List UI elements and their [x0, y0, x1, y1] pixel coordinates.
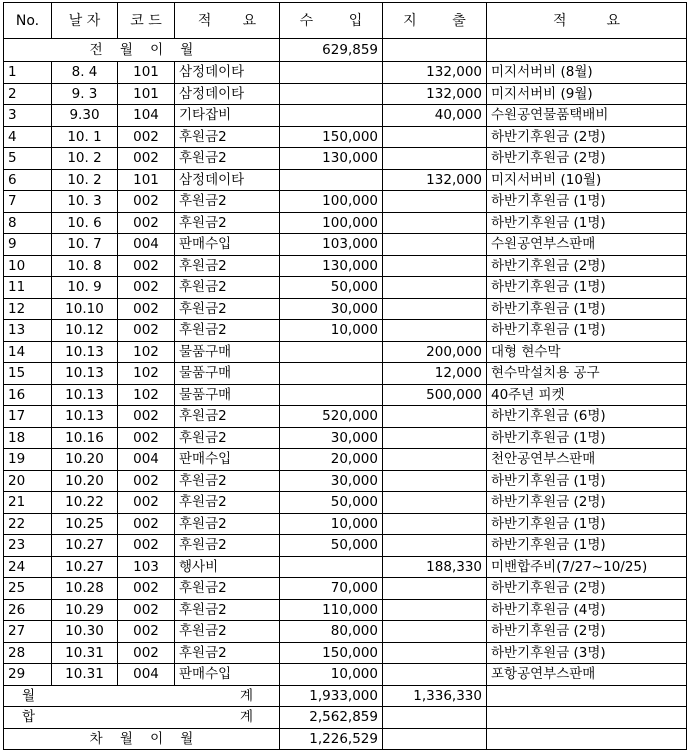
- cell-remark: 미지서버비 (10월): [487, 169, 687, 191]
- cell-expense: [383, 621, 487, 643]
- cell-income: 50,000: [280, 492, 383, 514]
- cell-expense: 12,000: [383, 363, 487, 385]
- cell-remark: 하반기후원금 (1명): [487, 298, 687, 320]
- cell-remark: 천안공연부스판매: [487, 449, 687, 471]
- cell-no: 18: [4, 427, 52, 449]
- table-row: [4, 535, 687, 557]
- cell-remark: 하반기후원금 (1명): [487, 191, 687, 213]
- cell-expense: [383, 470, 487, 492]
- table-row: [4, 449, 687, 471]
- cell-no: 4: [4, 126, 52, 148]
- cell-code: 002: [118, 148, 175, 170]
- cell-expense: 188,330: [383, 556, 487, 578]
- cell-item: 판매수입: [175, 234, 280, 256]
- cell-no: 19: [4, 449, 52, 471]
- cell-date: 10.20: [52, 449, 118, 471]
- table-row: [4, 492, 687, 514]
- cell-date: 10. 9: [52, 277, 118, 299]
- cell-date: 10. 2: [52, 148, 118, 170]
- cell-income: [280, 105, 383, 127]
- cell-no: 20: [4, 470, 52, 492]
- header-remark: 적 요: [487, 3, 687, 39]
- cell-remark: 현수막설치용 공구: [487, 363, 687, 385]
- table-row: [4, 320, 687, 342]
- monthly-total-remark: [487, 685, 687, 707]
- table-row: [4, 255, 687, 277]
- grand-total-row: [4, 707, 687, 729]
- cell-date: 10.13: [52, 406, 118, 428]
- cell-income: 150,000: [280, 642, 383, 664]
- cell-date: 10.29: [52, 599, 118, 621]
- cell-item: 후원금2: [175, 642, 280, 664]
- cell-code: 002: [118, 513, 175, 535]
- cell-item: 삼정데이타: [175, 169, 280, 191]
- carry-over-expense: [383, 728, 487, 750]
- cell-code: 002: [118, 191, 175, 213]
- cell-no: 6: [4, 169, 52, 191]
- cell-remark: 하반기후원금 (2명): [487, 492, 687, 514]
- cell-income: 520,000: [280, 406, 383, 428]
- cell-remark: 미지서버비 (8월): [487, 62, 687, 84]
- cell-expense: [383, 406, 487, 428]
- cell-date: 10.31: [52, 664, 118, 686]
- cell-no: 10: [4, 255, 52, 277]
- cell-date: 10.13: [52, 363, 118, 385]
- cell-date: 10.31: [52, 642, 118, 664]
- cell-expense: 132,000: [383, 62, 487, 84]
- cell-code: 002: [118, 126, 175, 148]
- cell-no: 17: [4, 406, 52, 428]
- cell-item: 후원금2: [175, 621, 280, 643]
- ledger-table: [3, 2, 687, 750]
- header-item: 적 요: [175, 3, 280, 39]
- cell-item: 후원금2: [175, 320, 280, 342]
- cell-no: 25: [4, 578, 52, 600]
- cell-remark: 40주년 피켓: [487, 384, 687, 406]
- table-row: [4, 427, 687, 449]
- cell-no: 2: [4, 83, 52, 105]
- cell-date: 10.20: [52, 470, 118, 492]
- cell-code: 002: [118, 470, 175, 492]
- table-row: [4, 642, 687, 664]
- cell-no: 1: [4, 62, 52, 84]
- cell-date: 10.22: [52, 492, 118, 514]
- carry-over-row: [4, 728, 687, 750]
- cell-remark: 하반기후원금 (2명): [487, 126, 687, 148]
- cell-item: 후원금2: [175, 148, 280, 170]
- table-row: [4, 406, 687, 428]
- table-row: [4, 384, 687, 406]
- table-row: [4, 126, 687, 148]
- cell-income: 30,000: [280, 298, 383, 320]
- grand-total-label-left: 합: [22, 709, 36, 726]
- cell-income: 50,000: [280, 277, 383, 299]
- cell-expense: [383, 298, 487, 320]
- cell-item: 후원금2: [175, 427, 280, 449]
- cell-item: 후원금2: [175, 126, 280, 148]
- cell-code: 101: [118, 62, 175, 84]
- grand-total-amount: 2,562,859: [280, 707, 383, 729]
- cell-date: 10. 3: [52, 191, 118, 213]
- carry-over-remark: [487, 728, 687, 750]
- header-no: No.: [4, 3, 52, 39]
- cell-date: 8. 4: [52, 62, 118, 84]
- table-row: [4, 191, 687, 213]
- cell-item: 기타잡비: [175, 105, 280, 127]
- cell-date: 10.28: [52, 578, 118, 600]
- cell-no: 3: [4, 105, 52, 127]
- cell-expense: 200,000: [383, 341, 487, 363]
- cell-item: 물품구매: [175, 384, 280, 406]
- cell-expense: [383, 277, 487, 299]
- cell-income: 10,000: [280, 513, 383, 535]
- cell-item: 행사비: [175, 556, 280, 578]
- cell-code: 002: [118, 642, 175, 664]
- cell-income: 130,000: [280, 148, 383, 170]
- cell-no: 29: [4, 664, 52, 686]
- cell-code: 002: [118, 255, 175, 277]
- cell-remark: 하반기후원금 (1명): [487, 470, 687, 492]
- table-row: [4, 169, 687, 191]
- cell-date: 9. 3: [52, 83, 118, 105]
- cell-income: 30,000: [280, 470, 383, 492]
- cell-remark: 포항공연부스판매: [487, 664, 687, 686]
- monthly-total-label-right: 계: [239, 687, 253, 704]
- cell-item: 후원금2: [175, 406, 280, 428]
- cell-date: 10.13: [52, 341, 118, 363]
- cell-income: 20,000: [280, 449, 383, 471]
- cell-item: 판매수입: [175, 449, 280, 471]
- cell-code: 002: [118, 621, 175, 643]
- cell-no: 27: [4, 621, 52, 643]
- cell-code: 102: [118, 384, 175, 406]
- cell-no: 13: [4, 320, 52, 342]
- cell-no: 14: [4, 341, 52, 363]
- grand-total-label-right: 계: [239, 709, 253, 726]
- cell-code: 002: [118, 406, 175, 428]
- cell-date: 10.10: [52, 298, 118, 320]
- cell-expense: [383, 212, 487, 234]
- cell-no: 9: [4, 234, 52, 256]
- table-row: [4, 341, 687, 363]
- cell-date: 10. 6: [52, 212, 118, 234]
- grand-total-expense: [383, 707, 487, 729]
- cell-item: 후원금2: [175, 277, 280, 299]
- cell-item: 후원금2: [175, 535, 280, 557]
- header-row: [4, 3, 687, 39]
- cell-date: 10.16: [52, 427, 118, 449]
- cell-no: 12: [4, 298, 52, 320]
- table-row: [4, 578, 687, 600]
- cell-code: 002: [118, 578, 175, 600]
- table-row: [4, 234, 687, 256]
- table-row: [4, 277, 687, 299]
- cell-code: 002: [118, 599, 175, 621]
- cell-expense: [383, 535, 487, 557]
- cell-no: 22: [4, 513, 52, 535]
- cell-date: 10. 7: [52, 234, 118, 256]
- cell-remark: 하반기후원금 (2명): [487, 148, 687, 170]
- cell-expense: [383, 255, 487, 277]
- cell-remark: 하반기후원금 (1명): [487, 212, 687, 234]
- cell-income: [280, 556, 383, 578]
- cell-date: 10.13: [52, 384, 118, 406]
- cell-date: 10.27: [52, 556, 118, 578]
- cell-income: 30,000: [280, 427, 383, 449]
- carry-over-amount: 1,226,529: [280, 728, 383, 750]
- monthly-total-row: [4, 685, 687, 707]
- cell-remark: 하반기후원금 (2명): [487, 255, 687, 277]
- cell-no: 8: [4, 212, 52, 234]
- cell-code: 101: [118, 169, 175, 191]
- grand-total-remark: [487, 707, 687, 729]
- cell-item: 후원금2: [175, 470, 280, 492]
- table-row: [4, 513, 687, 535]
- cell-date: 10.25: [52, 513, 118, 535]
- monthly-total-label-left: 월: [22, 687, 36, 704]
- grand-total-label: [4, 707, 280, 729]
- cell-remark: 하반기후원금 (2명): [487, 578, 687, 600]
- cell-income: 10,000: [280, 320, 383, 342]
- table-row: [4, 664, 687, 686]
- table-row: [4, 105, 687, 127]
- cell-remark: 하반기후원금 (6명): [487, 406, 687, 428]
- cell-expense: 132,000: [383, 83, 487, 105]
- cell-income: 50,000: [280, 535, 383, 557]
- cell-code: 004: [118, 234, 175, 256]
- cell-income: [280, 384, 383, 406]
- cell-remark: 하반기후원금 (1명): [487, 277, 687, 299]
- prev-balance-remark: [487, 39, 687, 62]
- cell-income: [280, 83, 383, 105]
- cell-expense: 132,000: [383, 169, 487, 191]
- cell-remark: 하반기후원금 (2명): [487, 621, 687, 643]
- cell-expense: 40,000: [383, 105, 487, 127]
- cell-income: 110,000: [280, 599, 383, 621]
- cell-date: 9.30: [52, 105, 118, 127]
- table-row: [4, 298, 687, 320]
- cell-item: 후원금2: [175, 578, 280, 600]
- cell-date: 10. 2: [52, 169, 118, 191]
- cell-item: 후원금2: [175, 492, 280, 514]
- cell-code: 004: [118, 664, 175, 686]
- cell-date: 10.12: [52, 320, 118, 342]
- cell-no: 24: [4, 556, 52, 578]
- table-row: [4, 212, 687, 234]
- cell-remark: 대형 현수막: [487, 341, 687, 363]
- cell-expense: 500,000: [383, 384, 487, 406]
- prev-balance-row: [4, 39, 687, 62]
- table-row: [4, 556, 687, 578]
- cell-expense: [383, 492, 487, 514]
- cell-item: 후원금2: [175, 212, 280, 234]
- cell-remark: 하반기후원금 (1명): [487, 320, 687, 342]
- carry-over-label: 차 월 이 월: [4, 728, 280, 750]
- cell-no: 21: [4, 492, 52, 514]
- cell-date: 10. 1: [52, 126, 118, 148]
- cell-expense: [383, 191, 487, 213]
- cell-remark: 수원공연부스판매: [487, 234, 687, 256]
- header-expense: 지 출: [383, 3, 487, 39]
- cell-no: 16: [4, 384, 52, 406]
- table-row: [4, 599, 687, 621]
- cell-code: 002: [118, 320, 175, 342]
- cell-no: 15: [4, 363, 52, 385]
- cell-code: 002: [118, 427, 175, 449]
- header-date: 날 자: [52, 3, 118, 39]
- monthly-total-label: [4, 685, 280, 707]
- cell-expense: [383, 513, 487, 535]
- cell-expense: [383, 148, 487, 170]
- cell-item: 삼정데이타: [175, 83, 280, 105]
- cell-income: [280, 62, 383, 84]
- cell-remark: 수원공연물품택배비: [487, 105, 687, 127]
- cell-item: 삼정데이타: [175, 62, 280, 84]
- cell-income: 103,000: [280, 234, 383, 256]
- cell-income: 10,000: [280, 664, 383, 686]
- cell-code: 002: [118, 212, 175, 234]
- cell-remark: 하반기후원금 (1명): [487, 535, 687, 557]
- cell-item: 후원금2: [175, 298, 280, 320]
- cell-income: [280, 169, 383, 191]
- ledger-rows: [4, 62, 687, 686]
- cell-income: [280, 341, 383, 363]
- cell-no: 7: [4, 191, 52, 213]
- cell-code: 002: [118, 492, 175, 514]
- cell-income: 150,000: [280, 126, 383, 148]
- cell-item: 후원금2: [175, 513, 280, 535]
- cell-remark: 미지서버비 (9월): [487, 83, 687, 105]
- cell-expense: [383, 578, 487, 600]
- monthly-total-income: 1,933,000: [280, 685, 383, 707]
- cell-code: 103: [118, 556, 175, 578]
- cell-code: 004: [118, 449, 175, 471]
- cell-no: 26: [4, 599, 52, 621]
- cell-item: 후원금2: [175, 599, 280, 621]
- header-income: 수 입: [280, 3, 383, 39]
- cell-remark: 하반기후원금 (3명): [487, 642, 687, 664]
- monthly-total-expense: 1,336,330: [383, 685, 487, 707]
- cell-date: 10.30: [52, 621, 118, 643]
- cell-expense: [383, 234, 487, 256]
- cell-expense: [383, 320, 487, 342]
- cell-expense: [383, 449, 487, 471]
- table-row: [4, 83, 687, 105]
- table-row: [4, 62, 687, 84]
- cell-expense: [383, 642, 487, 664]
- cell-expense: [383, 126, 487, 148]
- cell-date: 10.27: [52, 535, 118, 557]
- cell-expense: [383, 427, 487, 449]
- cell-item: 물품구매: [175, 341, 280, 363]
- cell-income: 100,000: [280, 212, 383, 234]
- cell-item: 물품구매: [175, 363, 280, 385]
- cell-remark: 미밴합주비(7/27~10/25): [487, 556, 687, 578]
- table-row: [4, 621, 687, 643]
- cell-code: 002: [118, 298, 175, 320]
- prev-balance-label: 전 월 이 월: [4, 39, 280, 62]
- cell-code: 104: [118, 105, 175, 127]
- cell-date: 10. 8: [52, 255, 118, 277]
- cell-no: 28: [4, 642, 52, 664]
- cell-income: 70,000: [280, 578, 383, 600]
- cell-item: 후원금2: [175, 255, 280, 277]
- cell-expense: [383, 664, 487, 686]
- cell-code: 102: [118, 341, 175, 363]
- cell-income: 130,000: [280, 255, 383, 277]
- cell-code: 002: [118, 277, 175, 299]
- cell-remark: 하반기후원금 (1명): [487, 427, 687, 449]
- cell-remark: 하반기후원금 (4명): [487, 599, 687, 621]
- cell-code: 102: [118, 363, 175, 385]
- table-row: [4, 363, 687, 385]
- table-row: [4, 470, 687, 492]
- header-code: 코 드: [118, 3, 175, 39]
- cell-no: 5: [4, 148, 52, 170]
- prev-balance-amount: 629,859: [280, 39, 383, 62]
- cell-remark: 하반기후원금 (1명): [487, 513, 687, 535]
- prev-balance-expense: [383, 39, 487, 62]
- cell-expense: [383, 599, 487, 621]
- cell-no: 11: [4, 277, 52, 299]
- cell-item: 판매수입: [175, 664, 280, 686]
- cell-item: 후원금2: [175, 191, 280, 213]
- table-row: [4, 148, 687, 170]
- cell-no: 23: [4, 535, 52, 557]
- cell-code: 002: [118, 535, 175, 557]
- cell-income: 80,000: [280, 621, 383, 643]
- cell-code: 101: [118, 83, 175, 105]
- cell-income: 100,000: [280, 191, 383, 213]
- cell-income: [280, 363, 383, 385]
